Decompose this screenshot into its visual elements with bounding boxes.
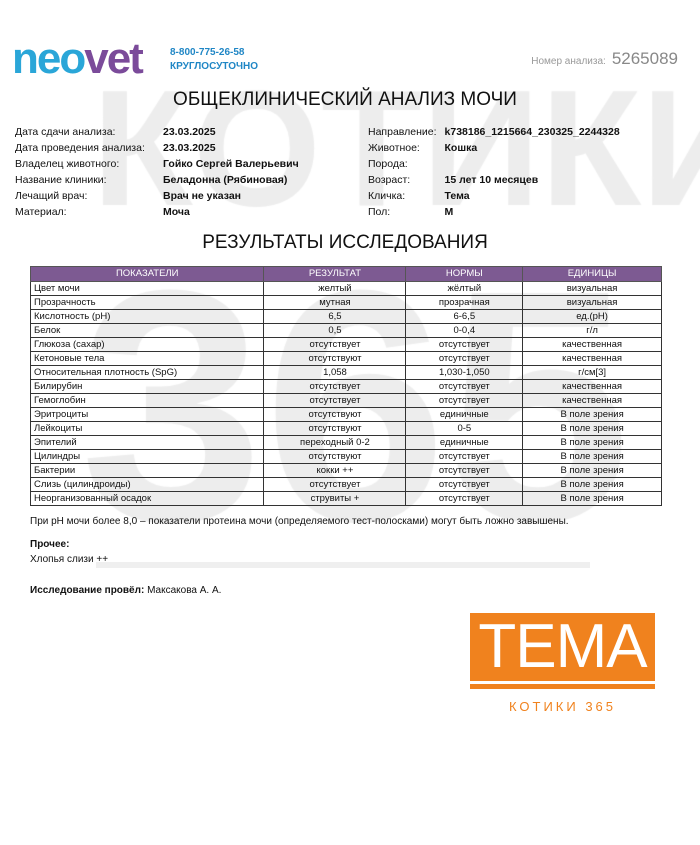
table-cell: качественная: [523, 352, 662, 366]
results-section: [30, 266, 670, 597]
table-cell: 6-6,5: [406, 310, 523, 324]
table-cell: отсутствует: [406, 380, 523, 394]
table-row: [31, 282, 662, 296]
performed-by: Исследование провёл: Максакова А. А.: [30, 585, 222, 596]
table-cell: отсутствует: [264, 338, 406, 352]
table-row: [31, 394, 662, 408]
info-right-value: Кошка: [444, 142, 478, 154]
table-row: [31, 436, 662, 450]
results-title: РЕЗУЛЬТАТЫ ИССЛЕДОВАНИЯ: [202, 232, 488, 253]
other-label: Прочее:: [30, 539, 70, 550]
table-cell: 6,5: [264, 310, 406, 324]
info-right-label: Животное:: [368, 142, 420, 154]
other-value: Хлопья слизи ++: [30, 554, 109, 565]
hours-label: КРУГЛОСУТОЧНО: [170, 61, 259, 72]
table-cell: отсутствуют: [264, 408, 406, 422]
table-cell: г/см[3]: [523, 366, 662, 380]
info-left-value: Беладонна (Рябиновая): [163, 174, 288, 186]
table-cell: качественная: [523, 380, 662, 394]
table-cell: 1,030-1,050: [406, 366, 523, 380]
table-cell: 0-5: [406, 422, 523, 436]
column-header: ПОКАЗАТЕЛИ: [31, 267, 264, 282]
table-cell: Относительная плотность (SpG): [31, 366, 264, 380]
table-cell: ед.(pH): [523, 310, 662, 324]
table-cell: Белок: [31, 324, 264, 338]
ph-note: При pH мочи более 8,0 – показатели протеина мочи (определяемого тест-полосками) могут быть ложно завышены.: [30, 516, 569, 527]
table-cell: 1,058: [264, 366, 406, 380]
info-left: [15, 124, 299, 220]
table-row: [31, 492, 662, 506]
report-title: ОБЩЕКЛИНИЧЕСКИЙ АНАЛИЗ МОЧИ: [173, 89, 517, 110]
table-cell: Билирубин: [31, 380, 264, 394]
table-cell: визуальная: [523, 296, 662, 310]
info-right-label: Пол:: [368, 206, 391, 218]
table-cell: единичные: [406, 408, 523, 422]
table-cell: отсутствует: [406, 394, 523, 408]
table-cell: В поле зрения: [523, 492, 662, 506]
table-cell: визуальная: [523, 282, 662, 296]
table-cell: г/л: [523, 324, 662, 338]
table-cell: В поле зрения: [523, 464, 662, 478]
table-cell: единичные: [406, 436, 523, 450]
table-cell: струвиты +: [264, 492, 406, 506]
table-row: [31, 324, 662, 338]
column-header: НОРМЫ: [406, 267, 523, 282]
table-cell: отсутствует: [264, 478, 406, 492]
info-left-label: Дата проведения анализа:: [15, 142, 145, 154]
table-cell: В поле зрения: [523, 422, 662, 436]
table-cell: отсутствуют: [264, 450, 406, 464]
table-row: [31, 296, 662, 310]
info-right-value: [445, 156, 620, 172]
table-row: [31, 408, 662, 422]
info-right-label: Кличка:: [368, 190, 406, 202]
info-left-label: Название клиники:: [15, 174, 107, 186]
phone-number: 8-800-775-26-58: [170, 47, 245, 58]
info-right: [368, 124, 620, 220]
table-row: [31, 310, 662, 324]
info-left-value: Врач не указан: [163, 190, 242, 202]
stamp-caption: КОТИКИ 365: [508, 699, 617, 714]
neovet-logo: neovet: [12, 34, 142, 83]
table-cell: мутная: [264, 296, 406, 310]
other-section: [30, 537, 670, 567]
table-cell: Глюкоза (сахар): [31, 338, 264, 352]
table-cell: Эритроциты: [31, 408, 264, 422]
table-cell: Слизь (цилиндроиды): [31, 478, 264, 492]
table-cell: отсутствует: [264, 380, 406, 394]
table-cell: Эпителий: [31, 436, 264, 450]
table-cell: переходный 0-2: [264, 436, 406, 450]
table-row: [31, 422, 662, 436]
table-cell: Гемоглобин: [31, 394, 264, 408]
table-cell: Бактерии: [31, 464, 264, 478]
info-right-label: Возраст:: [368, 174, 411, 186]
table-cell: Цилиндры: [31, 450, 264, 464]
table-cell: жёлтый: [406, 282, 523, 296]
analysis-number: Номер анализа: 5265089: [531, 49, 678, 68]
table-cell: 0,5: [264, 324, 406, 338]
results-table: [30, 266, 662, 506]
table-row: [31, 338, 662, 352]
table-cell: отсутствует: [406, 352, 523, 366]
info-left-value: 23.03.2025: [163, 126, 216, 138]
stamp-bar: [470, 684, 655, 689]
table-cell: отсутствует: [406, 464, 523, 478]
table-cell: прозрачная: [406, 296, 523, 310]
info-left-label: Дата сдачи анализа:: [15, 126, 116, 138]
table-cell: В поле зрения: [523, 450, 662, 464]
table-cell: Кетоновые тела: [31, 352, 264, 366]
info-left-value: Моча: [163, 206, 190, 218]
info-right-label: Направление:: [368, 126, 437, 138]
table-row: [31, 464, 662, 478]
table-cell: отсутствует: [406, 478, 523, 492]
contact-block: [170, 46, 258, 74]
table-row: [31, 450, 662, 464]
table-row: [31, 380, 662, 394]
stamp-name: ТЕМА: [470, 613, 655, 681]
table-cell: желтый: [264, 282, 406, 296]
table-cell: В поле зрения: [523, 408, 662, 422]
info-left-label: Материал:: [15, 206, 67, 218]
table-row: [31, 352, 662, 366]
table-cell: В поле зрения: [523, 478, 662, 492]
table-cell: Лейкоциты: [31, 422, 264, 436]
table-cell: качественная: [523, 338, 662, 352]
info-left-label: Лечащий врач:: [15, 190, 88, 202]
table-cell: отсутствует: [406, 450, 523, 464]
table-cell: отсутствуют: [264, 422, 406, 436]
info-right-value: k738186_1215664_230325_2244328: [444, 126, 620, 138]
table-cell: отсутствует: [406, 492, 523, 506]
info-left-label: Владелец животного:: [15, 158, 120, 170]
info-right-value: М: [444, 206, 454, 218]
column-header: ЕДИНИЦЫ: [523, 267, 662, 282]
table-cell: отсутствует: [406, 338, 523, 352]
table-cell: отсутствуют: [264, 352, 406, 366]
table-cell: отсутствует: [264, 394, 406, 408]
info-right-label: Порода:: [368, 158, 408, 170]
table-cell: Прозрачность: [31, 296, 264, 310]
table-cell: Цвет мочи: [31, 282, 264, 296]
table-cell: Неорганизованный осадок: [31, 492, 264, 506]
info-right-value: Тема: [444, 190, 470, 202]
column-header: РЕЗУЛЬТАТ: [264, 267, 406, 282]
table-row: [31, 478, 662, 492]
table-row: [31, 366, 662, 380]
table-cell: кокки ++: [264, 464, 406, 478]
table-cell: качественная: [523, 394, 662, 408]
table-cell: 0-0,4: [406, 324, 523, 338]
table-cell: Кислотность (pH): [31, 310, 264, 324]
info-left-value: Гойко Сергей Валерьевич: [163, 158, 299, 170]
table-cell: В поле зрения: [523, 436, 662, 450]
info-left-value: 23.03.2025: [163, 142, 216, 154]
info-right-value: 15 лет 10 месяцев: [444, 174, 539, 186]
